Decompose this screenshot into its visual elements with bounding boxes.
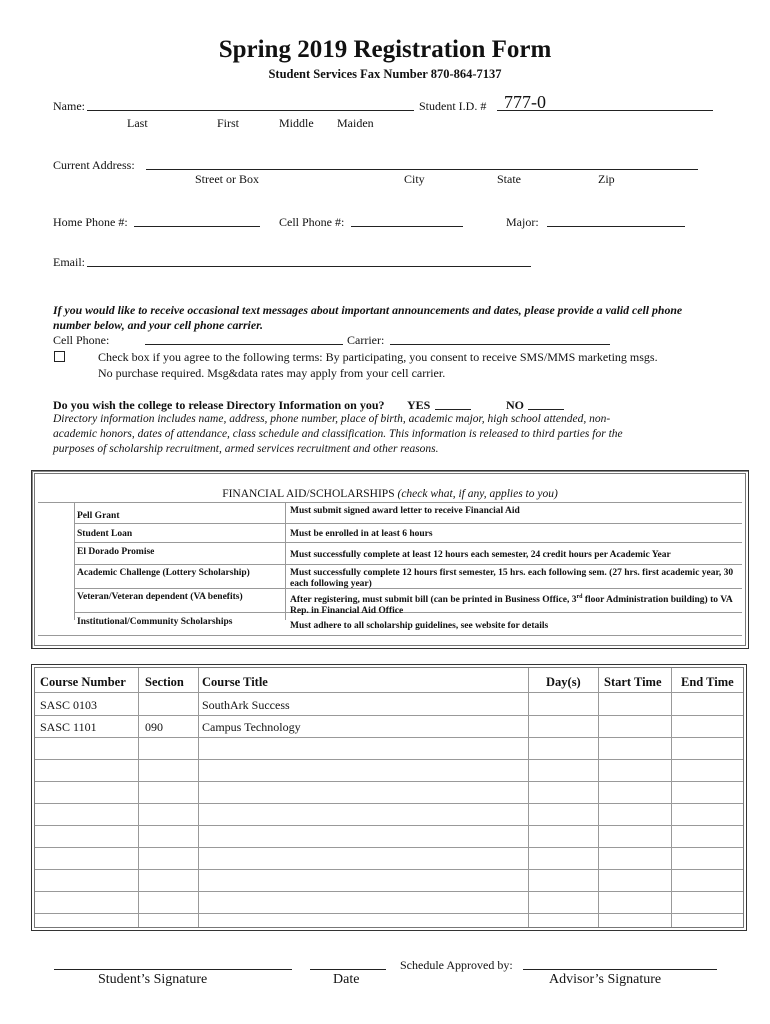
fa-req-veteran: After registering, must submit bill (can be printed in Business Office, 3rd floor Administration building) to VA Rep. in Financial Aid Office xyxy=(290,594,733,617)
home-phone-label: Home Phone #: xyxy=(53,215,128,229)
carrier-field[interactable] xyxy=(390,344,610,345)
name-field[interactable] xyxy=(87,110,414,111)
sms-terms-line1: Check box if you agree to the following terms: By participating, you consent to receive SMS/MMS marketing msgs. xyxy=(98,350,658,364)
directory-yes-field[interactable] xyxy=(435,409,471,410)
date-line[interactable] xyxy=(310,969,386,970)
address-field[interactable] xyxy=(146,169,698,170)
form-title: Spring 2019 Registration Form xyxy=(218,36,552,63)
advisor-signature-label: Advisor’s Signature xyxy=(549,972,662,987)
address-sub-city: City xyxy=(404,172,425,186)
financial-aid-section: FINANCIAL AID/SCHOLARSHIPS (check what, if any, applies to you) Pell Grant Must submit signed award letter to receive Financial Aid Student Loan Must be enrolled in at least 6 hours El Dorado Promise Must successfully complete at least 12 hours each semester, 24 credit hours per Academic Year Academic Challenge (Lottery Scholarship) Must successfully complete 12 hours first semester, 15 hrs. each following sem. (27 hrs. first academic year, 30 each following year) Veteran/Veteran dependent (VA benefits) After registering, must submit bill (can be printed in Business Office, 3rd floor Administration building) to VA Rep. in Financial Aid Office Institutional/Community Scholarships Must adhere to all scholarship guidelines, see website for details xyxy=(31,470,749,649)
directory-no-field[interactable] xyxy=(528,409,564,410)
directory-info-line3: purposes of scholarship recruitment, armed services recruitment and other reasons. xyxy=(53,443,439,455)
student-id-value: 777-0 xyxy=(504,92,546,112)
name-sub-maiden: Maiden xyxy=(337,116,374,130)
student-signature-label: Student’s Signature xyxy=(98,972,208,987)
address-sub-zip: Zip xyxy=(598,172,615,186)
sms-terms-line2: No purchase required. Msg&data rates may apply from your cell carrier. xyxy=(98,366,446,380)
row1-title[interactable]: SouthArk Success xyxy=(202,698,290,712)
student-id-label: Student I.D. # xyxy=(419,99,487,113)
date-label: Date xyxy=(333,972,360,987)
sms-consent-checkbox[interactable] xyxy=(54,351,65,362)
home-phone-field[interactable] xyxy=(134,226,260,227)
header-section: Section xyxy=(145,675,184,689)
email-field[interactable] xyxy=(87,266,531,267)
email-label: Email: xyxy=(53,255,85,269)
header-course-title: Course Title xyxy=(202,675,268,689)
address-sub-street: Street or Box xyxy=(195,172,259,186)
text-notice-line1: If you would like to receive occasional text messages about important announcements and dates, please provide a valid cell phone xyxy=(53,303,683,317)
advisor-signature-line[interactable] xyxy=(523,969,717,970)
financial-aid-title: FINANCIAL AID/SCHOLARSHIPS (check what, if any, applies to you) xyxy=(222,488,558,500)
schedule-approved-label: Schedule Approved by: xyxy=(400,958,513,972)
header-course-number: Course Number xyxy=(40,675,126,689)
name-sub-first: First xyxy=(217,116,240,130)
fax-number: Student Services Fax Number 870-864-7137 xyxy=(268,67,502,81)
cell-phone-field[interactable] xyxy=(351,226,463,227)
row2-title[interactable]: Campus Technology xyxy=(202,720,301,734)
sms-cell-field[interactable] xyxy=(145,344,343,345)
carrier-label: Carrier: xyxy=(347,333,385,347)
address-sub-state: State xyxy=(497,172,521,186)
major-field[interactable] xyxy=(547,226,685,227)
row2-section[interactable]: 090 xyxy=(145,720,163,734)
name-sub-middle: Middle xyxy=(279,116,314,130)
student-signature-line[interactable] xyxy=(54,969,292,970)
course-table xyxy=(31,664,747,931)
table-row[interactable]: SASC 0103 xyxy=(40,698,98,712)
text-notice-line2: number below, and your cell phone carrier. xyxy=(53,318,263,332)
name-label: Name: xyxy=(53,99,85,113)
header-days: Day(s) xyxy=(546,675,581,689)
directory-yes-label: YES xyxy=(407,398,431,412)
header-end-time: End Time xyxy=(681,675,734,689)
directory-info-line1: Directory information includes name, address, phone number, place of birth, academic major, high school attended, non- xyxy=(53,413,611,425)
directory-question: Do you wish the college to release Directory Information on you? xyxy=(53,398,385,412)
directory-no-label: NO xyxy=(506,398,524,412)
header-start-time: Start Time xyxy=(604,675,662,689)
sms-cell-label: Cell Phone: xyxy=(53,333,110,347)
table-row[interactable]: SASC 1101 xyxy=(40,720,97,734)
name-sub-last: Last xyxy=(127,116,148,130)
major-label: Major: xyxy=(506,215,539,229)
directory-info-line2: academic honors, dates of attendance, class schedule and classification. This information is released to third parties for the xyxy=(53,428,623,440)
cell-phone-label: Cell Phone #: xyxy=(279,215,345,229)
address-label: Current Address: xyxy=(53,158,135,172)
